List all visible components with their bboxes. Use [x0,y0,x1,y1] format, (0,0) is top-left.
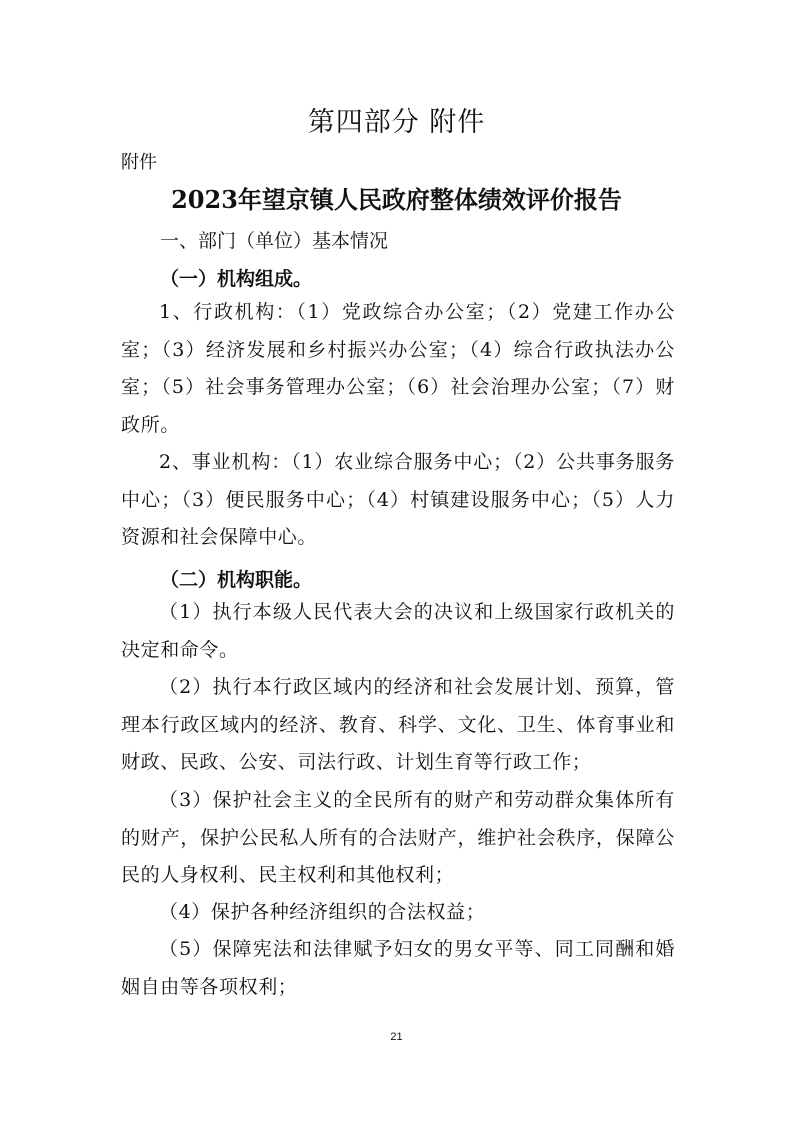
paragraph-duty-2: （2）执行本行政区域内的经济和社会发展计划、预算，管理本行政区域内的经济、教育、科学、文化、卫生、体育事业和财政、民政、公安、司法行政、计划生育等行政工作； [121,676,675,773]
paragraph-duty-1: （1）执行本级人民代表大会的决议和上级国家行政机关的决定和命令。 [121,601,675,661]
paragraph-duty-5: （5）保障宪法和法律赋予妇女的男女平等、同工同酬和婚姻自由等各项权利； [121,938,675,998]
subsection-heading-organization: （一）机构组成。 [160,268,313,290]
report-title: 2023年望京镇人民政府整体绩效评价报告 [171,185,622,214]
paragraph-administrative-bodies: 1、行政机构：（1）党政综合办公室；（2）党建工作办公室；（3）经济发展和乡村振兴办公室；（4）综合行政执法办公室；（5）社会事务管理办公室；（6）社会治理办公室；（7）财政所。 [121,301,675,436]
page-number: 21 [390,1031,403,1043]
paragraph-public-institutions: 2、事业机构：（1）农业综合服务中心；（2）公共事务服务中心；（3）便民服务中心；（4）村镇建设服务中心；（5）人力资源和社会保障中心。 [121,451,675,548]
paragraph-duty-3: （3）保护社会主义的全民所有的财产和劳动群众集体所有的财产，保护公民私人所有的合法财产，维护社会秩序，保障公民的人身权利、民主权利和其他权利； [121,789,675,886]
part-title: 第四部分 附件 [307,107,486,138]
paragraph-duty-4: （4）保护各种经济组织的合法权益； [159,901,486,923]
attachment-label: 附件 [121,152,157,173]
subsection-heading-functions: （二）机构职能。 [160,569,313,591]
section-heading-basic-info: 一、部门（单位）基本情况 [160,230,389,252]
